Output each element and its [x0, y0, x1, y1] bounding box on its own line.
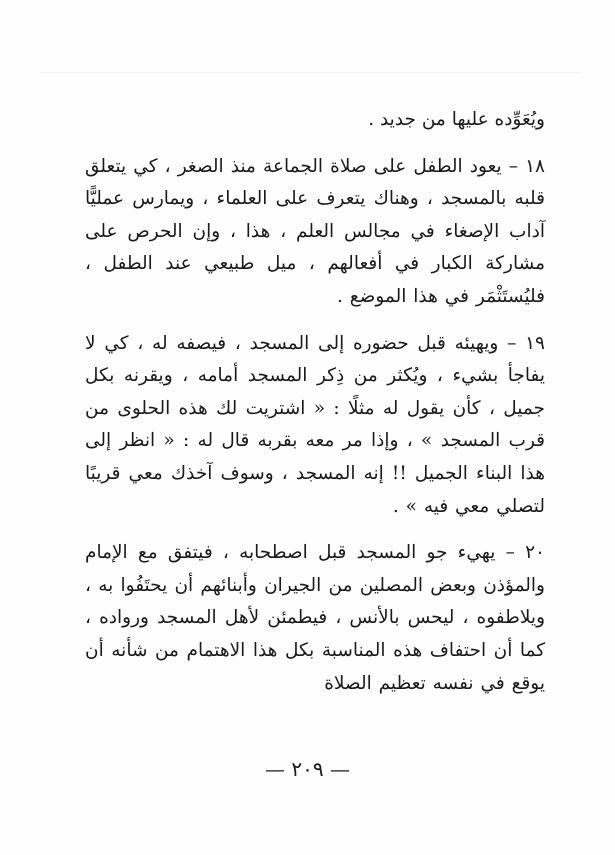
paragraph-19: ١٩ – ويهيئه قبل حضوره إلى المسجد ، فيصفه له ، كي لا يفاجأ بشيء ، ويُكثر من ذِكر المسجد أمامه ، ويقرنه بكل جميل ، كأن يقول له مثلًا : « اشتريت لك هذه الحلوى من قرب المسجد » ، وإذا مر معه بقربه قال له : « انظر إلى هذا البناء الجميل !! إنه المسجد ، وسوف آخذك معي قريبًا لتصلي معي فيه » .	[85, 332, 545, 517]
paragraph-18: ١٨ – يعود الطفل على صلاة الجماعة منذ الصغر ، كي يتعلق قلبه بالمسجد ، وهناك يتعرف على العلماء ، ويمارس عمليًّا آداب الإصغاء في مجالس العلم ، هذا ، وإن الحرص على مشاركة الكبار في أفعالهم ، ميل طبيعي عند الطفل ، فليُستَثْمَر في هذا الموضع .	[85, 155, 545, 307]
scan-edge-line	[40, 72, 580, 73]
continuation-line: ويُعَوِّده عليها من جديد .	[368, 109, 545, 130]
page-number: — ٢٠٩ —	[265, 757, 350, 781]
body-text	[85, 104, 545, 700]
paragraph-20: ٢٠ – يهيء جو المسجد قبل اصطحابه ، فيتفق مع الإمام والمؤذن وبعض المصلين من الجيران وأبنائهم أن يحتَفُوا به ، ويلاطفوه ، ليحس بالأنس ، فيطمئن لأهل المسجد ورواده ، كما أن احتفاف هذه المناسبة بكل هذا الاهتمام من شأنه أن يوقع في نفسه تعظيم الصلاة	[85, 542, 545, 694]
